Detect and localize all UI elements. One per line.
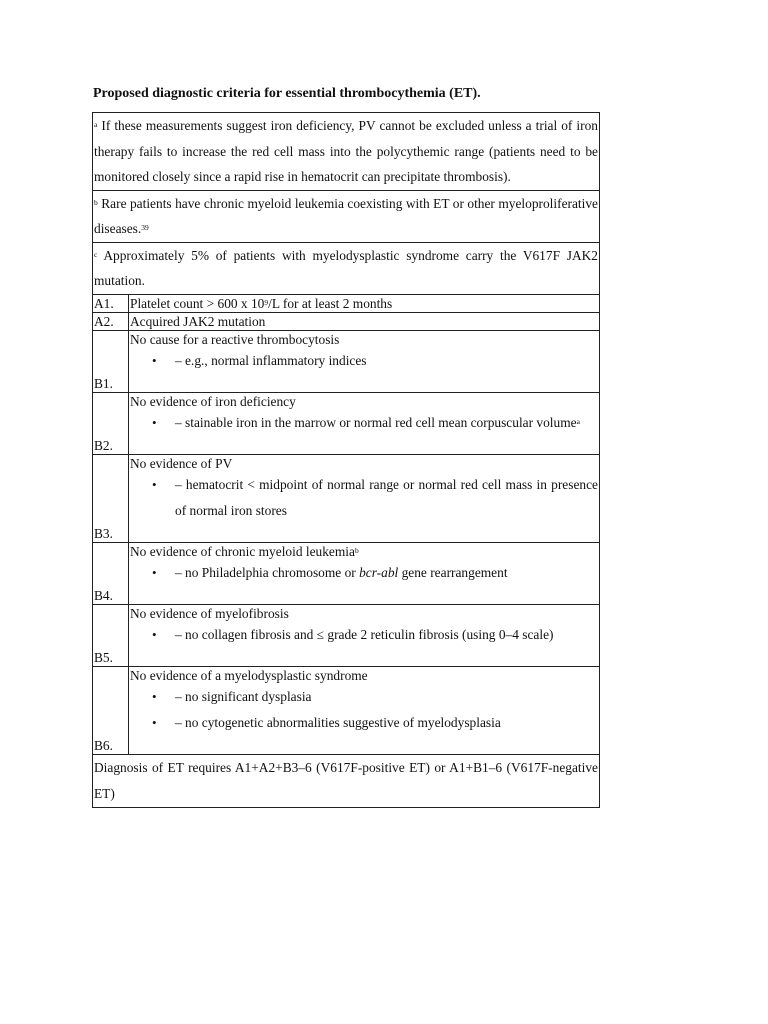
criterion-bullets [130,622,598,648]
criterion-code: B6. [93,666,129,754]
list-item: • – no collagen fibrosis and ≤ grade 2 reticulin fibrosis (using 0–4 scale) [130,622,598,648]
criterion-row-b2 [93,392,600,454]
criterion-text: Acquired JAK2 mutation [129,312,600,330]
criterion-cell [129,604,600,666]
criterion-heading: No evidence of a myelodysplastic syndrome [130,667,368,683]
criterion-heading: No evidence of myelofibrosis [130,605,289,621]
criterion-row-b5 [93,604,600,666]
list-item: • – hematocrit < midpoint of normal range or normal red cell mass in presence of normal iron stores [130,472,598,524]
criterion-heading: No cause for a reactive thrombocytosis [130,331,340,347]
criterion-row-b6 [93,666,600,754]
criterion-cell [129,542,600,604]
criterion-code: B3. [93,454,129,542]
criterion-bullets [130,560,598,586]
criterion-row-b4 [93,542,600,604]
list-item: • – no significant dysplasia [130,684,598,710]
criterion-code: A2. [93,312,129,330]
criteria-table [92,112,600,808]
criterion-cell [129,454,600,542]
diagnosis-summary: Diagnosis of ET requires A1+A2+B3–6 (V617F-positive ET) or A1+B1–6 (V617F-negative ET) [93,754,600,807]
criterion-bullets [130,410,598,436]
criterion-code: B2. [93,392,129,454]
criterion-row-a1 [93,294,600,312]
table-title: Proposed diagnostic criteria for essential thrombocythemia (ET). [93,86,481,101]
criterion-cell [129,330,600,392]
criterion-row-b3 [93,454,600,542]
criterion-row-a2 [93,312,600,330]
criterion-bullets [130,684,598,736]
list-item: • – stainable iron in the marrow or normal red cell mean corpuscular volume$^a$ [130,410,598,436]
criterion-code: B4. [93,542,129,604]
criterion-code: A1. [93,294,129,312]
criterion-heading: No evidence of PV [130,455,233,471]
criterion-heading: No evidence of chronic myeloid leukemia$^b$ [130,543,359,559]
footnote-row-c [93,242,600,294]
footnote-b: $^b$ Rare patients have chronic myeloid leukemia coexisting with ET or other myeloproliferative diseases.$^{39}$ [93,190,600,242]
criterion-heading: No evidence of iron deficiency [130,393,296,409]
footer-row [93,754,600,807]
footnote-a: $^a$ If these measurements suggest iron deficiency, PV cannot be excluded unless a trial of iron therapy fails to increase the red cell mass into the polycythemic range (patients need to be monitored closely since a rapid rise in hematocrit can precipitate thrombosis). [93,113,600,191]
list-item: • – no Philadelphia chromosome or bcr-abl gene rearrangement [130,560,598,586]
footnote-row-b [93,190,600,242]
footnote-c: $^c$ Approximately 5% of patients with myelodysplastic syndrome carry the V617F JAK2 mutation. [93,242,600,294]
criterion-cell [129,392,600,454]
criterion-code: B1. [93,330,129,392]
criterion-text: Platelet count > 600 x $10^9/L$ for at least 2 months [129,294,600,312]
criterion-bullets [130,348,598,374]
footnote-row-a [93,113,600,191]
criterion-code: B5. [93,604,129,666]
criterion-row-b1 [93,330,600,392]
criterion-bullets [130,472,598,524]
list-item: • – e.g., normal inflammatory indices [130,348,598,374]
criterion-cell [129,666,600,754]
list-item: • – no cytogenetic abnormalities suggestive of myelodysplasia [130,710,598,736]
